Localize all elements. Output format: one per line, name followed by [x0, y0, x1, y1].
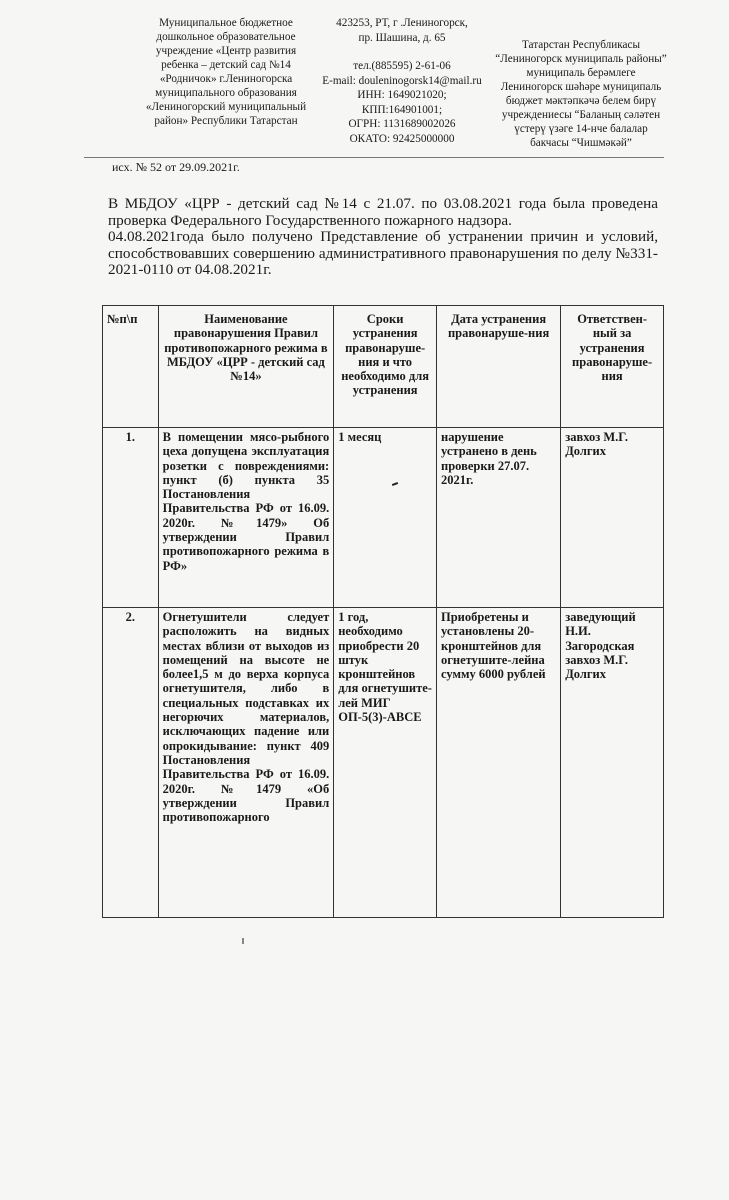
header-right-line: үстерү үзәге 14-нче балалар: [514, 123, 648, 135]
header-left-line: Муниципальное бюджетное: [159, 17, 293, 29]
violations-table: [102, 305, 664, 918]
header-left-line: «Лениногорский муниципальный: [145, 101, 307, 113]
header-left-line: муниципального образования: [155, 87, 297, 99]
header-mid-line: ОГРН: 1131689002026: [348, 118, 456, 130]
header-left-line: «Родничок» г.Лениногорска: [159, 73, 293, 85]
row-responsible: заведующий Н.И. Загородская завхоз М.Г. Долгих: [561, 608, 664, 918]
header-right-line: Татарстан Республикасы: [522, 39, 640, 51]
header-mid-line: ОКАТО: 92425000000: [349, 132, 455, 145]
row-date: нарушение устранено в день проверки 27.07. 2021г.: [437, 428, 561, 608]
intro-paragraph-1: В МБДОУ «ЦРР - детский сад №14 с 21.07. по 03.08.2021 года была проведена проверка Федерального Государственного пожарного надзора.: [108, 195, 658, 229]
header-left-line: учреждение «Центр развития: [155, 45, 297, 57]
header-mid-line: пр. Шашина, д. 65: [358, 31, 446, 44]
header-mid-spacer: [312, 45, 492, 59]
header-right-org-name: [486, 38, 676, 150]
header-mid-line: 423253, РТ, г .Лениногорск,: [336, 17, 468, 29]
outgoing-reference: исх. № 52 от 29.09.2021г.: [112, 160, 240, 174]
header-left-line: дошкольное образовательное: [156, 31, 296, 43]
header-responsible: Ответствен-ный за устранения правонаруше-ния: [561, 306, 664, 428]
header-mid-email: E-mail: douleninogorsk14@mail.ru: [322, 74, 482, 87]
row-violation: [158, 608, 334, 918]
header-left-line: ребенка – детский сад №14: [161, 59, 291, 71]
scan-mark: [242, 938, 244, 944]
row-responsible: завхоз М.Г. Долгих: [561, 428, 664, 608]
row-violation-bold: В помещении мясо-рыбного цеха допущена эксплуатация розетки с повреждениями:: [162, 430, 330, 473]
header-number: №п\п: [103, 306, 159, 428]
row-term: 1 месяц: [334, 428, 437, 608]
row-term: 1 год, необходимо приобрести 20 штук кронштейнов для огнетушите-лей МИГ ОП-5(3)-АВСЕ: [334, 608, 437, 918]
row-number: 2.: [103, 608, 159, 918]
table-row: [103, 608, 664, 918]
row-number: 1.: [103, 428, 159, 608]
header-right-line: бюджет мәктәпкәчә белем бирү: [505, 95, 657, 107]
header-mid-line: КПП:164901001;: [361, 103, 443, 116]
row-violation: [158, 428, 334, 608]
header-violation: Наименование правонарушения Правил противопожарного режима в МБДОУ «ЦРР - детский сад №14»: [158, 306, 334, 428]
table-header-row: [103, 306, 664, 428]
header-left-line: район» Республики Татарстан: [154, 115, 298, 127]
header-mid-line: ИНН: 1649021020;: [357, 89, 447, 101]
header-mid-line: тел.(885595) 2-61-06: [353, 60, 451, 72]
header-right-line: “Лениногорск муниципаль районы”: [495, 53, 667, 65]
header-date: Дата устранения правонаруше-ния: [437, 306, 561, 428]
header-right-line: муниципаль берәмлеге: [526, 67, 636, 79]
header-right-line: Лениногорск шәһәре муниципаль: [500, 81, 662, 93]
row-date: Приобретены и установлены 20-кронштейнов для огнетушите-лейна сумму 6000 рублей: [437, 608, 561, 918]
table-row: [103, 428, 664, 608]
header-contact-details: [312, 16, 492, 146]
intro-paragraph-2: 04.08.2021года было получено Представление об устранении причин и условий, способствовавших совершению административного правонарушения по делу №331-2021-0110 от 04.08.2021г.: [108, 228, 658, 278]
row-violation-text: пункт (б) пункта 35 Постановления Правительства РФ от 16.09. 2020г. №1479» Об утверждении Правил противопожарного режима в РФ»: [162, 472, 330, 573]
header-divider: [84, 157, 664, 158]
header-right-line: бакчасы “Чишмәкәй”: [530, 137, 632, 149]
header-left-org-name: [126, 16, 326, 128]
row-violation-text: Огнетушители следует расположить на видных местах вблизи от выходов из помещений на высоте не более1,5 м до верха корпуса огнетушителя, либо в специальных подставках их негорючих материалов, исключающих падение или опрокидывание: пункт 409 Постановления Правительства РФ от 16.09. 2020г. №1479 «Об утверждении Правил противопожарного: [162, 610, 330, 825]
header-term: Сроки устранения правонаруше-ния и что необходимо для устранения: [334, 306, 437, 428]
intro-text: [108, 196, 658, 279]
header-right-line: учреждениесы “Баланың сәләтен: [501, 109, 661, 121]
